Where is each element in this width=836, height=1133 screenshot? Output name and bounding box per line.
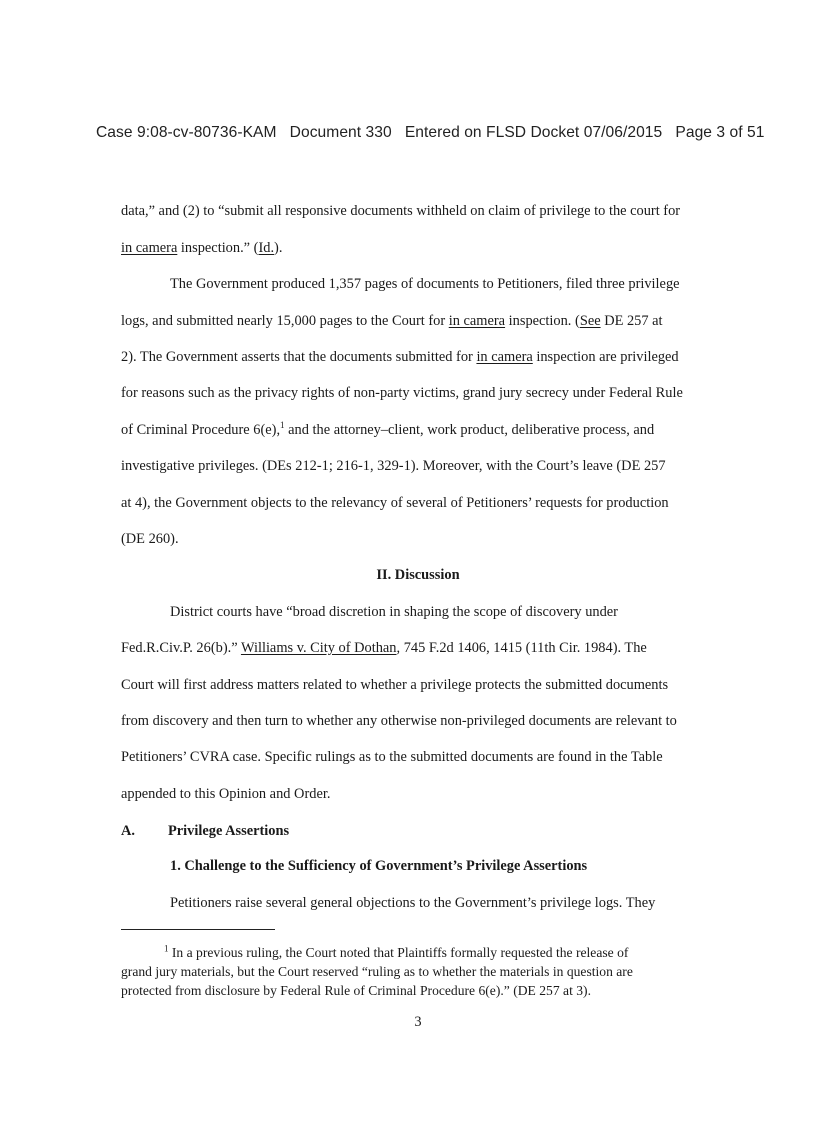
in-camera-term: in camera [121,240,178,256]
para2-line5: of Criminal Procedure 6(e),$^1$ and the attorney–client, work product, deliberative process, and [121,420,655,438]
para2-line8: (DE 260). [121,531,179,547]
document-number: Document 330 [289,124,392,141]
para2-line6: investigative privileges. (DEs 212-1; 216-1, 329-1). Moreover, with the Court’s leave (DE 257 [121,458,666,474]
entered-date: Entered on FLSD Docket 07/06/2015 [404,124,663,141]
para1-line2: in camera inspection.” (Id.). [121,240,283,256]
para3-line6: appended to this Opinion and Order. [121,786,331,802]
case-citation: Williams v. City of Dothan [240,640,397,656]
para3-line5: Petitioners’ CVRA case. Specific rulings as to the submitted documents are found in the Table [121,749,663,765]
footnote-line3: protected from disclosure by Federal Rule of Criminal Procedure 6(e).” (DE 257 at 3). [121,983,591,998]
para3-line4: from discovery and then turn to whether any otherwise non-privileged documents are relevant to [121,713,677,729]
para3-line1: District courts have “broad discretion in shaping the scope of discovery under [170,604,618,620]
para2-line1: The Government produced 1,357 pages of documents to Petitioners, filed three privilege [170,276,680,292]
subheading-1: 1. Challenge to the Sufficiency of Government’s Privilege Assertions [170,858,588,874]
page-number: 3 [414,1014,422,1030]
subheading-a-text: Privilege Assertions [168,823,290,839]
case-number: Case 9:08-cv-80736-KAM [96,124,277,141]
para4-line1: Petitioners raise several general objections to the Government’s privilege logs. They [170,895,656,911]
footnote-marker[interactable]: 1 [280,420,285,431]
para3-line2: Fed.R.Civ.P. 26(b).” Williams v. City of Dothan, 745 F.2d 1406, 1415 (11th Cir. 1984). The [121,640,647,656]
id-citation: Id. [258,240,275,256]
para2-line4: for reasons such as the privacy rights of non-party victims, grand jury secrecy under Federal Rule [121,385,683,401]
footnote-divider [121,929,275,930]
footnote-line2: grand jury materials, but the Court reserved “ruling as to whether the materials in question are [121,964,633,979]
page-count: Page 3 of 51 [675,124,765,141]
para1-line1: data,” and (2) to “submit all responsive documents withheld on claim of privilege to the court for [121,203,681,219]
footnote-line1: $^1$ In a previous ruling, the Court noted that Plaintiffs formally requested the release of [164,943,629,960]
footnote-number: 1 [164,943,169,954]
para2-line7: at 4), the Government objects to the relevancy of several of Petitioners’ requests for production [121,495,669,511]
section-heading: II. Discussion [376,567,460,583]
para3-line3: Court will first address matters related to whether a privilege protects the submitted documents [121,677,669,693]
docket-header [96,124,765,142]
para2-line2: logs, and submitted nearly 15,000 pages to the Court for in camera inspection. (See DE 257 at [121,313,663,329]
para2-line3: 2). The Government asserts that the documents submitted for in camera inspection are privileged [121,349,679,365]
subheading-a-label: A. [121,823,135,839]
